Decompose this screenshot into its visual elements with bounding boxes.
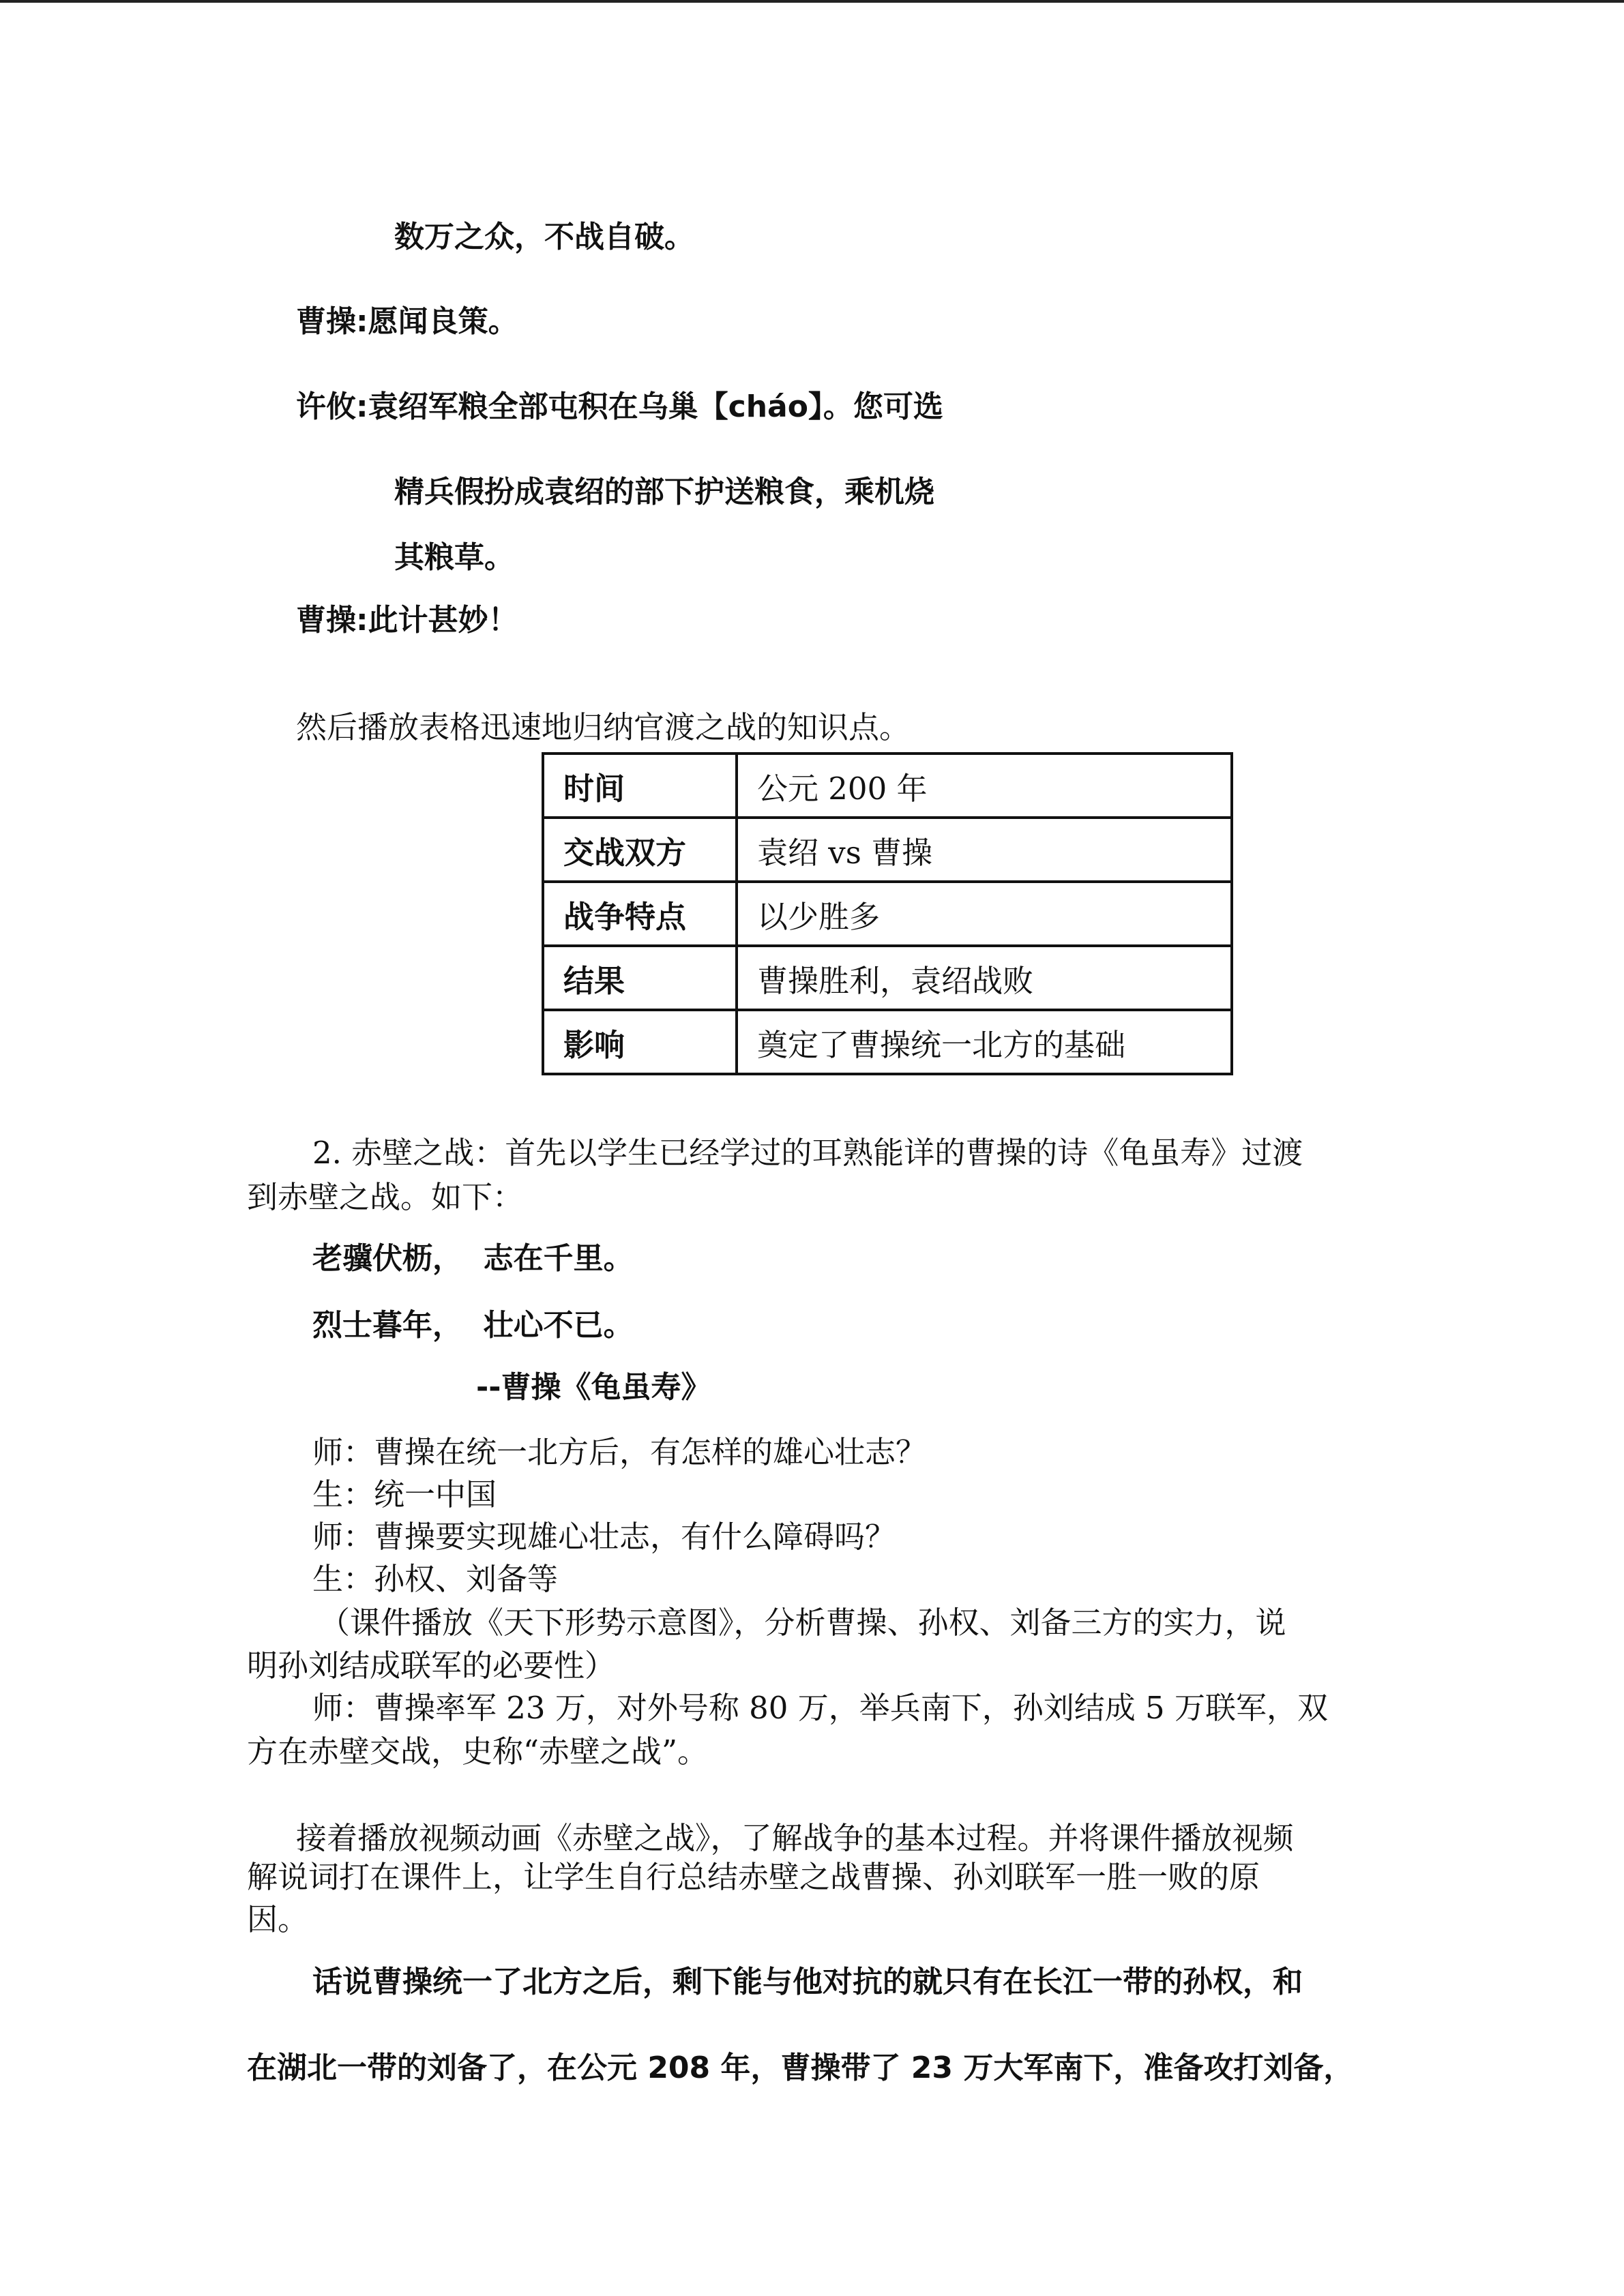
dialogue-line (394, 222, 694, 252)
table-value: 曹操胜利，袁绍战败 (737, 946, 1232, 1010)
poem-line1: 老骥伏枥， 志在千里。 (312, 1241, 634, 1276)
narration-line1: 话说曹操统一了北方之后，剩下能与他对抗的就只有在长江一带的孙权，和 (312, 1965, 1303, 1999)
dialogue-line (394, 477, 934, 507)
table-row (543, 946, 1232, 1010)
table-row (543, 882, 1232, 946)
guandu-summary-table (542, 752, 1233, 1075)
table-key: 结果 (543, 946, 737, 1010)
table-key: 时间 (543, 754, 737, 818)
video-line1: 接着播放视频动画《赤壁之战》，了解战争的基本过程。并将课件播放视频 (296, 1820, 1294, 1856)
table-row (543, 818, 1232, 882)
table-intro: 然后播放表格迅速地归纳官渡之战的知识点。 (296, 709, 911, 745)
dialogue-text: 其粮草。 (394, 540, 514, 575)
speaker-name: 许攸 (296, 389, 356, 424)
dialogue-text: 精兵假扮成袁绍的部下护送粮食，乘机烧 (394, 475, 934, 509)
section2-line1: 2. 赤壁之战：首先以学生已经学过的耳熟能详的曹操的诗《龟虽寿》过渡 (312, 1135, 1303, 1171)
dialogue-line: 曹操:愿闻良策。 (296, 304, 518, 339)
dialogue-line: 许攸:袁绍军粮全部屯积在乌巢【cháo】。您可选 (296, 389, 943, 424)
narration-line2: 在湖北一带的刘备了，在公元 208 年，曹操带了 23 万大军南下，准备攻打刘备， (247, 2051, 1354, 2085)
poem-attribution: --曹操《龟虽寿》 (476, 1370, 711, 1405)
dialogue-text: 愿闻良策。 (368, 304, 518, 339)
table-row (543, 1010, 1232, 1074)
qa-line: 生：孙权、刘备等 (312, 1561, 559, 1597)
teacher-line2: 方在赤壁交战，史称“赤壁之战”。 (247, 1733, 709, 1770)
qa-line: 师：曹操要实现雄心壮志，有什么障碍吗？ (312, 1519, 896, 1555)
page-top-border (0, 0, 1624, 3)
dialogue-text: 此计甚妙！ (368, 603, 518, 638)
dialogue-text: 袁绍军粮全部屯积在乌巢【cháo】。您可选 (368, 389, 943, 424)
table-value: 公元 200 年 (737, 754, 1232, 818)
dialogue-line (394, 540, 514, 575)
speaker-name: 曹操 (296, 304, 356, 339)
table-value: 袁绍 vs 曹操 (737, 818, 1232, 882)
courseware-line2: 明孙刘结成联军的必要性） (247, 1648, 616, 1684)
table-value: 奠定了曹操统一北方的基础 (737, 1010, 1232, 1074)
dialogue-text: 数万之众，不战自破。 (394, 220, 694, 254)
poem-line2: 烈士暮年， 壮心不已。 (312, 1308, 634, 1343)
speaker-name: 曹操 (296, 603, 356, 638)
section2-line2: 到赤壁之战。如下： (247, 1179, 524, 1215)
courseware-line1: （课件播放《天下形势示意图》，分析曹操、孙权、刘备三方的实力，说 (319, 1605, 1286, 1641)
qa-line: 师：曹操在统一北方后，有怎样的雄心壮志？ (312, 1434, 927, 1470)
dialogue-line: 曹操:此计甚妙！ (296, 603, 518, 638)
table-value: 以少胜多 (737, 882, 1232, 946)
table-key: 交战双方 (543, 818, 737, 882)
qa-line: 生：统一中国 (312, 1476, 497, 1512)
table-row (543, 754, 1232, 818)
teacher-line1: 师：曹操率军 23 万，对外号称 80 万，举兵南下，孙刘结成 5 万联军，双 (312, 1690, 1328, 1726)
table-key: 战争特点 (543, 882, 737, 946)
video-line3: 因。 (247, 1901, 309, 1937)
video-line2: 解说词打在课件上，让学生自行总结赤壁之战曹操、孙刘联军一胜一败的原 (247, 1859, 1260, 1895)
table-key: 影响 (543, 1010, 737, 1074)
